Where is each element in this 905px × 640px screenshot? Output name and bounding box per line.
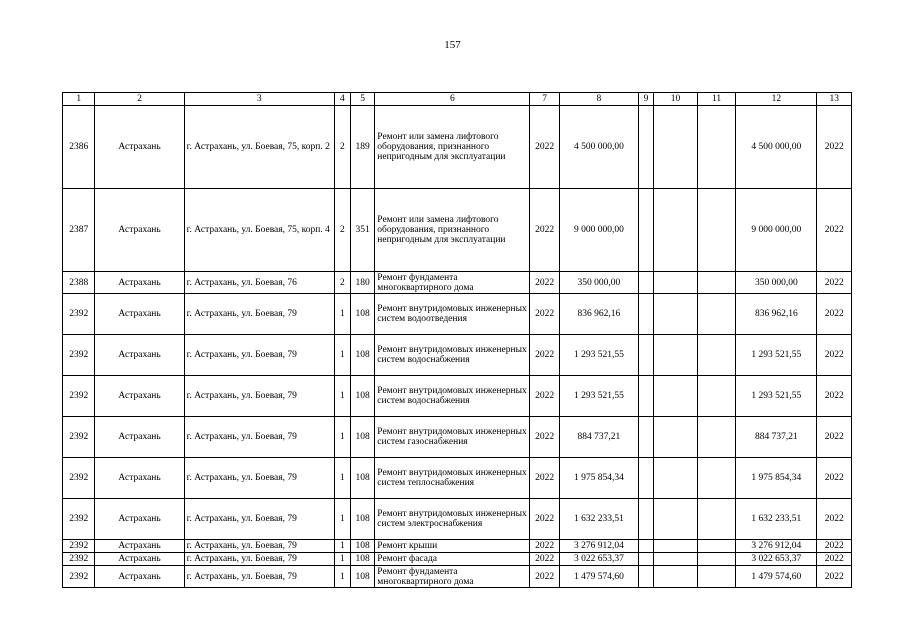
cost-cell: 4 500 000,00	[559, 106, 638, 189]
total-cost-cell: 1 293 521,55	[736, 376, 817, 417]
column-header: 1	[63, 93, 95, 106]
empty-cell	[654, 272, 698, 294]
empty-cell	[697, 458, 736, 499]
end-year-cell: 2022	[817, 499, 852, 540]
address-cell: г. Астрахань, ул. Боевая, 76	[184, 272, 334, 294]
end-year-cell: 2022	[817, 335, 852, 376]
page-number: 157	[444, 39, 461, 51]
empty-cell	[654, 566, 698, 588]
empty-cell	[654, 376, 698, 417]
year-cell: 2022	[530, 335, 559, 376]
address-cell: г. Астрахань, ул. Боевая, 79	[184, 458, 334, 499]
empty-cell	[638, 106, 653, 189]
empty-cell	[697, 540, 736, 553]
work-type-cell: Ремонт внутридомовых инженерных систем электроснабжения	[375, 499, 530, 540]
floors-cell: 1	[334, 335, 350, 376]
object-number-cell: 2392	[63, 458, 95, 499]
table-row	[63, 417, 852, 458]
floors-cell: 1	[334, 499, 350, 540]
work-type-cell: Ремонт или замена лифтового оборудования, признанного непригодным для эксплуатации	[375, 189, 530, 272]
total-cost-cell: 4 500 000,00	[736, 106, 817, 189]
end-year-cell: 2022	[817, 566, 852, 588]
end-year-cell: 2022	[817, 272, 852, 294]
empty-cell	[638, 499, 653, 540]
column-header: 7	[530, 93, 559, 106]
total-cost-cell: 3 022 653,37	[736, 553, 817, 566]
units-cell: 108	[350, 540, 374, 553]
empty-cell	[697, 417, 736, 458]
year-cell: 2022	[530, 294, 559, 335]
total-cost-cell: 884 737,21	[736, 417, 817, 458]
table-row	[63, 376, 852, 417]
floors-cell: 2	[334, 272, 350, 294]
floors-cell: 2	[334, 189, 350, 272]
units-cell: 351	[350, 189, 374, 272]
end-year-cell: 2022	[817, 417, 852, 458]
address-cell: г. Астрахань, ул. Боевая, 79	[184, 335, 334, 376]
empty-cell	[638, 553, 653, 566]
total-cost-cell: 836 962,16	[736, 294, 817, 335]
table-row	[63, 553, 852, 566]
units-cell: 108	[350, 335, 374, 376]
object-number-cell: 2392	[63, 335, 95, 376]
empty-cell	[654, 106, 698, 189]
units-cell: 108	[350, 376, 374, 417]
empty-cell	[697, 294, 736, 335]
empty-cell	[654, 540, 698, 553]
address-cell: г. Астрахань, ул. Боевая, 79	[184, 294, 334, 335]
year-cell: 2022	[530, 417, 559, 458]
empty-cell	[638, 540, 653, 553]
column-header: 6	[375, 93, 530, 106]
object-number-cell: 2392	[63, 294, 95, 335]
address-cell: г. Астрахань, ул. Боевая, 79	[184, 417, 334, 458]
cost-cell: 1 632 233,51	[559, 499, 638, 540]
units-cell: 108	[350, 553, 374, 566]
total-cost-cell: 1 479 574,60	[736, 566, 817, 588]
empty-cell	[654, 553, 698, 566]
empty-cell	[638, 376, 653, 417]
total-cost-cell: 3 276 912,04	[736, 540, 817, 553]
empty-cell	[697, 553, 736, 566]
column-header: 9	[638, 93, 653, 106]
address-cell: г. Астрахань, ул. Боевая, 75, корп. 4	[184, 189, 334, 272]
floors-cell: 1	[334, 553, 350, 566]
table-row	[63, 566, 852, 588]
register-table	[62, 92, 852, 588]
object-number-cell: 2392	[63, 553, 95, 566]
address-cell: г. Астрахань, ул. Боевая, 79	[184, 553, 334, 566]
units-cell: 189	[350, 106, 374, 189]
empty-cell	[638, 458, 653, 499]
units-cell: 108	[350, 499, 374, 540]
work-type-cell: Ремонт внутридомовых инженерных систем водоотведения	[375, 294, 530, 335]
work-type-cell: Ремонт внутридомовых инженерных систем водоснабжения	[375, 335, 530, 376]
end-year-cell: 2022	[817, 540, 852, 553]
city-cell: Астрахань	[95, 499, 184, 540]
floors-cell: 1	[334, 294, 350, 335]
object-number-cell: 2386	[63, 106, 95, 189]
cost-cell: 836 962,16	[559, 294, 638, 335]
object-number-cell: 2392	[63, 417, 95, 458]
table-row	[63, 106, 852, 189]
units-cell: 108	[350, 566, 374, 588]
floors-cell: 1	[334, 566, 350, 588]
city-cell: Астрахань	[95, 189, 184, 272]
object-number-cell: 2387	[63, 189, 95, 272]
empty-cell	[638, 566, 653, 588]
empty-cell	[654, 189, 698, 272]
address-cell: г. Астрахань, ул. Боевая, 75, корп. 2	[184, 106, 334, 189]
header-row	[63, 93, 852, 106]
column-header: 13	[817, 93, 852, 106]
city-cell: Астрахань	[95, 106, 184, 189]
city-cell: Астрахань	[95, 294, 184, 335]
year-cell: 2022	[530, 376, 559, 417]
total-cost-cell: 1 975 854,34	[736, 458, 817, 499]
work-type-cell: Ремонт фундамента многоквартирного дома	[375, 566, 530, 588]
year-cell: 2022	[530, 553, 559, 566]
column-header: 4	[334, 93, 350, 106]
empty-cell	[654, 294, 698, 335]
year-cell: 2022	[530, 106, 559, 189]
cost-cell: 350 000,00	[559, 272, 638, 294]
object-number-cell: 2392	[63, 499, 95, 540]
empty-cell	[697, 499, 736, 540]
empty-cell	[697, 106, 736, 189]
column-header: 10	[654, 93, 698, 106]
empty-cell	[638, 335, 653, 376]
floors-cell: 1	[334, 376, 350, 417]
empty-cell	[697, 335, 736, 376]
total-cost-cell: 1 293 521,55	[736, 335, 817, 376]
table-row	[63, 294, 852, 335]
units-cell: 108	[350, 294, 374, 335]
city-cell: Астрахань	[95, 540, 184, 553]
empty-cell	[638, 272, 653, 294]
year-cell: 2022	[530, 458, 559, 499]
work-type-cell: Ремонт крыши	[375, 540, 530, 553]
city-cell: Астрахань	[95, 376, 184, 417]
end-year-cell: 2022	[817, 106, 852, 189]
end-year-cell: 2022	[817, 189, 852, 272]
empty-cell	[697, 189, 736, 272]
table-row	[63, 540, 852, 553]
floors-cell: 1	[334, 417, 350, 458]
object-number-cell: 2392	[63, 376, 95, 417]
year-cell: 2022	[530, 499, 559, 540]
end-year-cell: 2022	[817, 458, 852, 499]
cost-cell: 1 293 521,55	[559, 335, 638, 376]
end-year-cell: 2022	[817, 294, 852, 335]
total-cost-cell: 9 000 000,00	[736, 189, 817, 272]
table-row	[63, 499, 852, 540]
empty-cell	[697, 376, 736, 417]
cost-cell: 884 737,21	[559, 417, 638, 458]
table-row	[63, 335, 852, 376]
floors-cell: 1	[334, 540, 350, 553]
cost-cell: 3 276 912,04	[559, 540, 638, 553]
table-row	[63, 272, 852, 294]
city-cell: Астрахань	[95, 335, 184, 376]
city-cell: Астрахань	[95, 272, 184, 294]
year-cell: 2022	[530, 540, 559, 553]
work-type-cell: Ремонт внутридомовых инженерных систем теплоснабжения	[375, 458, 530, 499]
units-cell: 108	[350, 458, 374, 499]
column-header: 2	[95, 93, 184, 106]
floors-cell: 2	[334, 106, 350, 189]
work-type-cell: Ремонт фундамента многоквартирного дома	[375, 272, 530, 294]
cost-cell: 1 479 574,60	[559, 566, 638, 588]
work-type-cell: Ремонт внутридомовых инженерных систем газоснабжения	[375, 417, 530, 458]
cost-cell: 1 293 521,55	[559, 376, 638, 417]
empty-cell	[654, 335, 698, 376]
column-header: 5	[350, 93, 374, 106]
cost-cell: 9 000 000,00	[559, 189, 638, 272]
total-cost-cell: 1 632 233,51	[736, 499, 817, 540]
empty-cell	[697, 272, 736, 294]
end-year-cell: 2022	[817, 376, 852, 417]
empty-cell	[654, 458, 698, 499]
work-type-cell: Ремонт или замена лифтового оборудования, признанного непригодным для эксплуатации	[375, 106, 530, 189]
empty-cell	[654, 417, 698, 458]
empty-cell	[654, 499, 698, 540]
column-header: 8	[559, 93, 638, 106]
empty-cell	[638, 294, 653, 335]
city-cell: Астрахань	[95, 458, 184, 499]
object-number-cell: 2388	[63, 272, 95, 294]
floors-cell: 1	[334, 458, 350, 499]
city-cell: Астрахань	[95, 417, 184, 458]
empty-cell	[697, 566, 736, 588]
column-header: 11	[697, 93, 736, 106]
work-type-cell: Ремонт внутридомовых инженерных систем водоснабжения	[375, 376, 530, 417]
empty-cell	[638, 417, 653, 458]
object-number-cell: 2392	[63, 566, 95, 588]
end-year-cell: 2022	[817, 553, 852, 566]
table-row	[63, 458, 852, 499]
table-row	[63, 189, 852, 272]
cost-cell: 3 022 653,37	[559, 553, 638, 566]
city-cell: Астрахань	[95, 566, 184, 588]
year-cell: 2022	[530, 566, 559, 588]
year-cell: 2022	[530, 189, 559, 272]
address-cell: г. Астрахань, ул. Боевая, 79	[184, 540, 334, 553]
units-cell: 108	[350, 417, 374, 458]
address-cell: г. Астрахань, ул. Боевая, 79	[184, 566, 334, 588]
year-cell: 2022	[530, 272, 559, 294]
column-header: 3	[184, 93, 334, 106]
cost-cell: 1 975 854,34	[559, 458, 638, 499]
address-cell: г. Астрахань, ул. Боевая, 79	[184, 376, 334, 417]
units-cell: 180	[350, 272, 374, 294]
work-type-cell: Ремонт фасада	[375, 553, 530, 566]
column-header: 12	[736, 93, 817, 106]
empty-cell	[638, 189, 653, 272]
object-number-cell: 2392	[63, 540, 95, 553]
total-cost-cell: 350 000,00	[736, 272, 817, 294]
address-cell: г. Астрахань, ул. Боевая, 79	[184, 499, 334, 540]
city-cell: Астрахань	[95, 553, 184, 566]
